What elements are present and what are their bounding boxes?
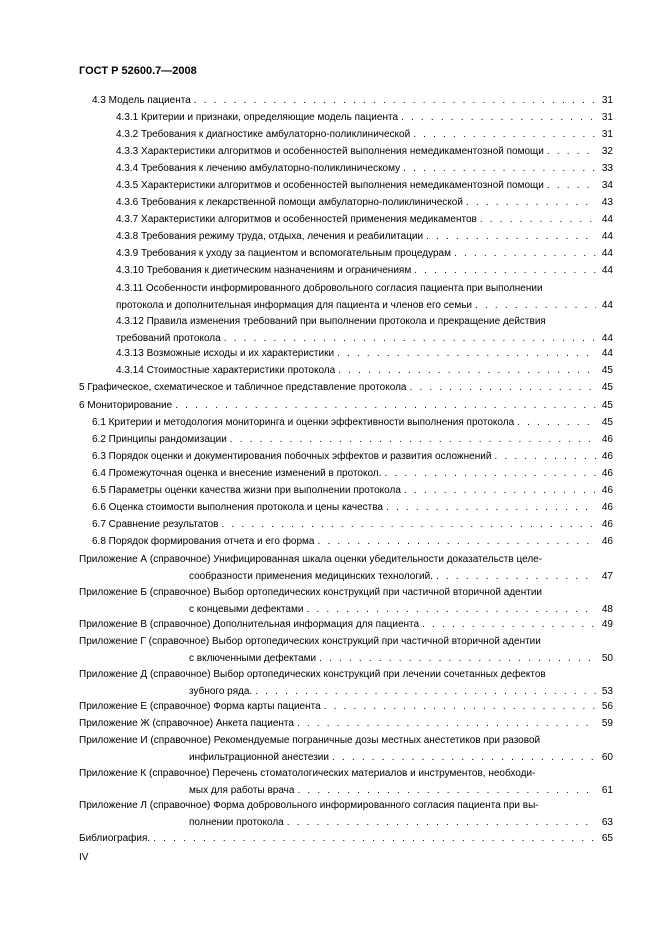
toc-entry[interactable] xyxy=(116,160,613,177)
toc-entry-title: 4.3.1 Критерии и признаки, определяющие модель пациента xyxy=(116,112,399,123)
toc-entry-title-cont: с концевыми дефектами xyxy=(189,604,304,615)
toc-entry-title: 6.1 Критерии и методология мониторинга и оценки эффективности выполнения протокола xyxy=(92,417,515,428)
dot-leader xyxy=(221,516,596,533)
dot-leader xyxy=(318,533,597,550)
dot-leader xyxy=(319,650,596,667)
toc-page-number: 46 xyxy=(601,468,613,479)
toc-entry[interactable] xyxy=(79,732,613,766)
dot-leader xyxy=(436,568,596,585)
toc-page-number: 44 xyxy=(601,248,613,259)
page-number: IV xyxy=(79,852,89,863)
toc-entry[interactable] xyxy=(79,666,613,700)
toc-page-number: 31 xyxy=(601,95,613,106)
toc-entry[interactable] xyxy=(79,765,613,799)
toc-entry-title: Приложение Л (справочное) Форма добровольного информированного согласия пациента при вы- xyxy=(79,800,539,811)
toc-page-number: 32 xyxy=(601,146,613,157)
dot-leader xyxy=(230,431,596,448)
dot-leader xyxy=(414,262,596,279)
dot-leader xyxy=(413,126,596,143)
dot-leader xyxy=(153,830,596,847)
toc-entry-title: 4.3.13 Возможные исходы и их характеристики xyxy=(116,348,335,359)
dot-leader xyxy=(386,499,596,516)
dot-leader xyxy=(494,448,596,465)
toc-entry-title-cont: инфильтрационной анестезии xyxy=(189,752,329,763)
toc-entry[interactable] xyxy=(116,313,613,347)
toc-entry-title: Приложение Б (справочное) Выбор ортопедических конструкций при частичной вторичной адентии xyxy=(79,587,543,598)
toc-page-number: 47 xyxy=(601,571,613,582)
toc-entry[interactable] xyxy=(79,397,613,414)
toc-entry[interactable] xyxy=(79,698,613,715)
dot-leader xyxy=(384,465,596,482)
dot-leader xyxy=(409,379,596,396)
toc-entry[interactable] xyxy=(92,431,613,448)
toc-entry[interactable] xyxy=(116,126,613,143)
toc-page-number: 46 xyxy=(601,502,613,513)
toc-page-number: 61 xyxy=(601,785,613,796)
toc-page-number: 50 xyxy=(601,653,613,664)
toc-page-number: 31 xyxy=(601,112,613,123)
toc-entry-title: 4.3.11 Особенности информированного добровольного согласия пациента при выполнении xyxy=(116,283,543,294)
toc-page-number: 46 xyxy=(601,451,613,462)
toc-entry-title: 4.3.9 Требования к уходу за пациентом и вспомогательным процедурам xyxy=(116,248,451,259)
dot-leader xyxy=(332,749,596,766)
toc-entry-title-cont: мых для работы врача xyxy=(189,785,295,796)
toc-page-number: 56 xyxy=(601,701,613,712)
toc-page-number: 45 xyxy=(601,382,613,393)
toc-entry[interactable] xyxy=(92,533,613,550)
toc-entry-title: 4.3.8 Требования режиму труда, отдыха, лечения и реабилитации xyxy=(116,231,424,242)
toc-entry[interactable] xyxy=(116,262,613,279)
dot-leader xyxy=(194,92,596,109)
toc-entry-title: Приложение А (справочное) Унифицированная шкала оценки убедительности доказательств целе- xyxy=(79,554,543,565)
toc-entry-title: 6.5 Параметры оценки качества жизни при выполнении протокола xyxy=(92,485,401,496)
dot-leader xyxy=(338,362,596,379)
toc-entry-title-cont: зубного ряда. xyxy=(189,686,253,697)
toc-page-number: 46 xyxy=(601,536,613,547)
toc-entry-title-cont: требований протокола xyxy=(116,333,221,344)
toc-entry-title: 4.3.2 Требования к диагностике амбулаторно-поликлинической xyxy=(116,129,411,140)
dot-leader xyxy=(480,211,596,228)
toc-entry[interactable] xyxy=(116,228,613,245)
toc-page-number: 46 xyxy=(601,434,613,445)
toc-entry-title: 6.4 Промежуточная оценка и внесение изменений в протокол. xyxy=(92,468,382,479)
toc-entry-title: 4.3.3 Характеристики алгоритмов и особенностей выполнения немедикаментозной помощи xyxy=(116,146,544,157)
toc-page-number: 34 xyxy=(601,180,613,191)
toc-page-number: 44 xyxy=(601,333,613,344)
toc-entry[interactable] xyxy=(116,245,613,262)
toc-entry[interactable] xyxy=(116,194,613,211)
toc-entry[interactable] xyxy=(116,211,613,228)
toc-page-number: 53 xyxy=(601,686,613,697)
toc-entry-title: 6.6 Оценка стоимости выполнения протокола и цены качества xyxy=(92,502,383,513)
dot-leader xyxy=(297,715,596,732)
dot-leader xyxy=(426,228,596,245)
toc-entry-title: 4.3.6 Требования к лекарственной помощи амбулаторно-поликлинической xyxy=(116,197,463,208)
dot-leader xyxy=(475,297,596,314)
toc-entry-title: Приложение К (справочное) Перечень стоматологических материалов и инструментов, необходи- xyxy=(79,768,536,779)
dot-leader xyxy=(287,814,596,831)
toc-entry-title-cont: сообразности применения медицинских технологий. xyxy=(189,571,433,582)
toc-entry[interactable] xyxy=(79,551,613,585)
toc-entry-title: 4.3.10 Требования к диетическим назначениям и ограничениям xyxy=(116,265,412,276)
toc-entry-title: Приложение В (справочное) Дополнительная информация для пациента xyxy=(79,619,420,630)
toc-entry-title: Приложение И (справочное) Рекомендуемые пограничные дозы местных анестетиков при разовой xyxy=(79,735,541,746)
toc-entry[interactable] xyxy=(92,482,613,499)
toc-entry[interactable] xyxy=(116,280,613,314)
dot-leader xyxy=(403,160,596,177)
toc-entry-title: 6 Мониторирование xyxy=(79,400,173,411)
toc-entry[interactable] xyxy=(79,379,613,396)
dot-leader xyxy=(324,698,596,715)
toc-entry[interactable] xyxy=(79,584,613,618)
dot-leader xyxy=(401,109,596,126)
toc-page-number: 59 xyxy=(601,718,613,729)
dot-leader xyxy=(517,414,596,431)
toc-page-number: 44 xyxy=(601,348,613,359)
toc-entry-title: Приложение Г (справочное) Выбор ортопедических конструкций при частичной вторичной адентии xyxy=(79,636,541,647)
toc-page-number: 45 xyxy=(601,400,613,411)
toc-entry-title: Приложение Ж (справочное) Анкета пациента xyxy=(79,718,294,729)
toc-page-number: 44 xyxy=(601,300,613,311)
toc-entry-title: 6.2 Принципы рандомизации xyxy=(92,434,227,445)
toc-entry-title: Библиография. xyxy=(79,833,151,844)
toc-entry[interactable] xyxy=(79,633,613,667)
dot-leader xyxy=(454,245,596,262)
toc-entry[interactable] xyxy=(116,362,613,379)
dot-leader xyxy=(547,143,596,160)
dot-leader xyxy=(404,482,596,499)
toc-page-number: 49 xyxy=(601,619,613,630)
dot-leader xyxy=(175,397,596,414)
toc-entry-title: Приложение Е (справочное) Форма карты пациента xyxy=(79,701,321,712)
toc-entry[interactable] xyxy=(92,92,613,109)
toc-entry-title: 4.3.5 Характеристики алгоритмов и особенностей выполнения немедикаментозной помощи xyxy=(116,180,544,191)
toc-page-number: 65 xyxy=(601,833,613,844)
toc-page-number: 43 xyxy=(601,197,613,208)
toc-entry[interactable] xyxy=(92,499,613,516)
dot-leader xyxy=(547,177,596,194)
toc-entry-title: 4.3.12 Правила изменения требований при выполнении протокола и прекращение действия xyxy=(116,316,546,327)
toc-entry[interactable] xyxy=(92,448,613,465)
toc-page-number: 44 xyxy=(601,231,613,242)
toc-page-number: 60 xyxy=(601,752,613,763)
toc-entry-title: 4.3 Модель пациента xyxy=(92,95,191,106)
toc-entry[interactable] xyxy=(79,616,613,633)
toc-entry-title: 4.3.14 Стоимостные характеристики протокола xyxy=(116,365,336,376)
dot-leader xyxy=(337,345,596,362)
toc-entry-title-cont: протокола и дополнительная информация для пациента и членов его семьи xyxy=(116,300,472,311)
toc-page-number: 31 xyxy=(601,129,613,140)
toc-entry[interactable] xyxy=(116,143,613,160)
toc-entry[interactable] xyxy=(92,516,613,533)
toc-page-number: 45 xyxy=(601,417,613,428)
toc-entry[interactable] xyxy=(79,830,613,847)
toc-page-number: 63 xyxy=(601,817,613,828)
toc-entry-title: 6.7 Сравнение результатов xyxy=(92,519,219,530)
toc-page-number: 48 xyxy=(601,604,613,615)
toc-page-number: 46 xyxy=(601,519,613,530)
toc-entry-title: 4.3.7 Характеристики алгоритмов и особенностей применения медикаментов xyxy=(116,214,477,225)
toc-entry[interactable] xyxy=(92,465,613,482)
dot-leader xyxy=(466,194,596,211)
toc-page-number: 45 xyxy=(601,365,613,376)
toc-page-number: 46 xyxy=(601,485,613,496)
toc-entry-title-cont: полнении протокола xyxy=(189,817,284,828)
toc-entry[interactable] xyxy=(79,715,613,732)
toc-entry-title: 4.3.4 Требования к лечению амбулаторно-поликлиническому xyxy=(116,163,401,174)
toc-entry[interactable] xyxy=(116,345,613,362)
toc-entry[interactable] xyxy=(116,109,613,126)
toc-entry-title: Приложение Д (справочное) Выбор ортопедических конструкций при лечении сочетанных дефектов xyxy=(79,669,546,680)
toc-page-number: 44 xyxy=(601,214,613,225)
page-header: ГОСТ Р 52600.7—2008 xyxy=(79,65,197,77)
toc-entry[interactable] xyxy=(79,797,613,831)
toc-entry[interactable] xyxy=(92,414,613,431)
toc-entry-title: 5 Графическое, схематическое и табличное представление протокола xyxy=(79,382,407,393)
toc-entry[interactable] xyxy=(116,177,613,194)
toc-page-number: 44 xyxy=(601,265,613,276)
toc-entry-title: 6.8 Порядок формирования отчета и его форма xyxy=(92,536,315,547)
toc-page-number: 33 xyxy=(601,163,613,174)
dot-leader xyxy=(422,616,596,633)
toc-entry-title: 6.3 Порядок оценки и документирования побочных эффектов и развития осложнений xyxy=(92,451,492,462)
toc-entry-title-cont: с включенными дефектами xyxy=(189,653,317,664)
